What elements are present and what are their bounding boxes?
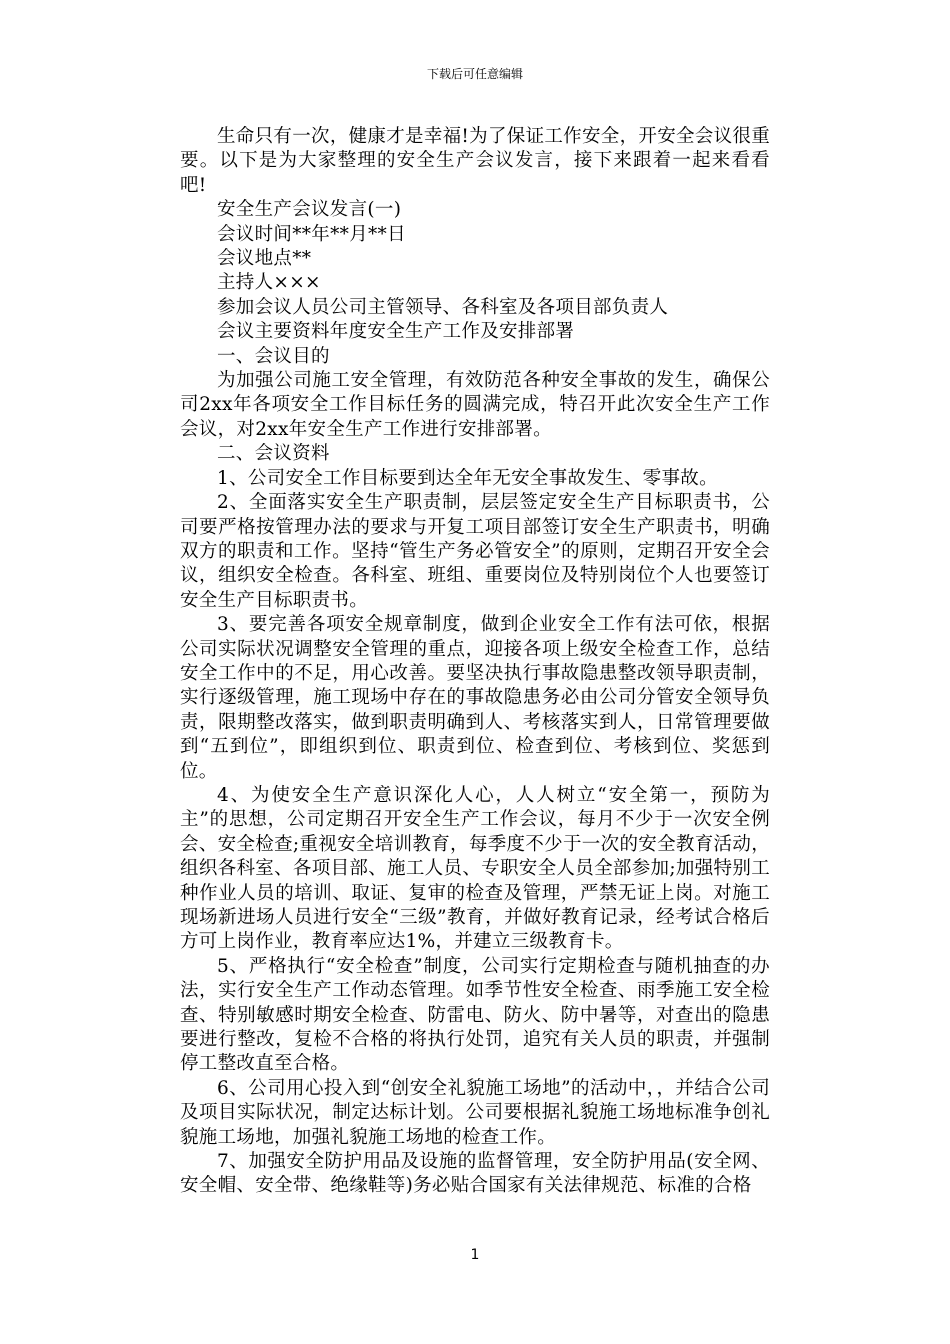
item-paragraph: 7、加强安全防护用品及设施的监督管理，安全防护用品(安全网、安全帽、安全带、绝缘鞋等)务必贴合国家有关法律规范、标准的合格 — [180, 1151, 770, 1197]
meeting-participants: 参加会议人员公司主管领导、各科室及各项目部负责人 — [217, 296, 669, 318]
heading-purpose: 一、会议目的 — [217, 345, 330, 367]
meeting-location: 会议地点** — [217, 248, 312, 270]
page-number: 1 — [470, 1247, 480, 1263]
meeting-time: 会议时间**年**月**日 — [217, 223, 406, 245]
item-paragraph: 6、公司用心投入到“创安全礼貌施工场地”的活动中，，并结合公司及项目实际状况，制定达标计划。公司要根据礼貌施工场地标准争创礼貌施工场地，加强礼貌施工场地的检查工作。 — [180, 1077, 770, 1148]
page-header: 下载后可任意编辑 — [426, 67, 523, 81]
heading-materials: 二、会议资料 — [217, 443, 330, 465]
meeting-host: 主持人××× — [217, 272, 321, 294]
item-paragraph: 1、公司安全工作目标要到达全年无安全事故发生、零事故。 — [217, 467, 718, 489]
item-paragraph: 5、严格执行“安全检查”制度，公司实行定期检查与随机抽查的办法，实行安全生产工作动态管理。如季节性安全检查、雨季施工安全检查、特别敏感时期安全检查、防雷电、防火、防中暑等，对查出的隐患要进行整改，复检不合格的将执行处罚，追究有关人员的职责，并强制停工整改直至合格。 — [180, 955, 770, 1075]
item-paragraph: 3、要完善各项安全规章制度，做到企业安全工作有法可依，根据公司实际状况调整安全管理的重点，迎接各项上级安全检查工作，总结安全工作中的不足，用心改善。要坚决执行事故隐患整改领导职责制，实行逐级管理，施工现场中存在的事故隐患务必由公司分管安全领导负责，限期整改落实，做到职责明确到人、考核落实到人，日常管理要做到“五到位”，即组织到位、职责到位、检查到位、考核到位、奖惩到位。 — [180, 614, 770, 782]
purpose-paragraph: 为加强公司施工安全管理，有效防范各种安全事故的发生，确保公司2xx年各项安全工作目标任务的圆满完成，特召开此次安全生产工作会议，对2xx年安全生产工作进行安排部署。 — [180, 370, 770, 440]
section-heading: 安全生产会议发言(一) — [217, 199, 402, 221]
intro-paragraph: 生命只有一次，健康才是幸福!为了保证工作安全，开安全会议很重要。以下是为大家整理的安全生产会议发言，接下来跟着一起来看看吧! — [180, 126, 770, 196]
document-body — [180, 125, 770, 1199]
item-paragraph: 2、全面落实安全生产职责制，层层签定安全生产目标职责书，公司要严格按管理办法的要求与开复工项目部签订安全生产职责书，明确双方的职责和工作。坚持“管生产务必管安全”的原则，定期召开安全会议，组织安全检查。各科室、班组、重要岗位及特别岗位个人也要签订安全生产目标职责书。 — [180, 492, 770, 611]
meeting-content: 会议主要资料年度安全生产工作及安排部署 — [217, 321, 575, 343]
item-paragraph: 4、为使安全生产意识深化人心，人人树立“安全第一，预防为主”的思想，公司定期召开安全生产工作会议，每月不少于一次安全例会、安全检查;重视安全培训教育，每季度不少于一次的安全教育活动，组织各科室、各项目部、施工人员、专职安全人员全部参加;加强特别工种作业人员的培训、取证、复审的检查及管理，严禁无证上岗。对施工现场新进场人员进行安全“三级”教育，并做好教育记录，经考试合格后方可上岗作业，教育率应达1%，并建立三级教育卡。 — [180, 784, 770, 953]
